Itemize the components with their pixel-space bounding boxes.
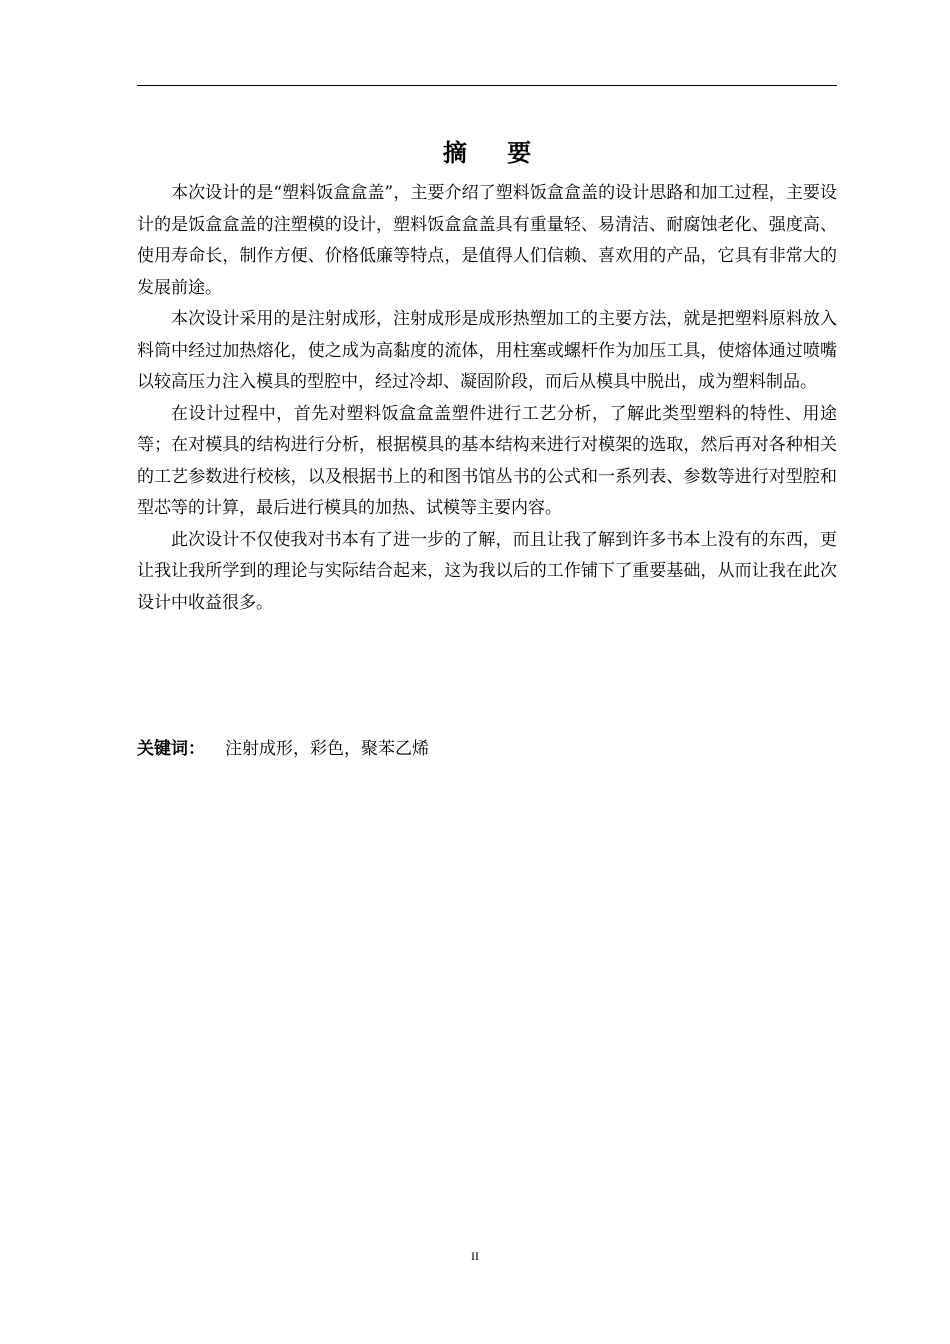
abstract-body <box>137 178 837 619</box>
page-number: II <box>471 1249 479 1263</box>
abstract-title: 摘 要 <box>442 139 548 167</box>
keywords-value: 注射成形，彩色，聚苯乙烯 <box>225 739 429 759</box>
keywords-label: 关键词： <box>137 739 205 759</box>
keywords-line <box>137 734 837 765</box>
abstract-paragraph-4: 此次设计不仅使我对书本有了进一步的了解，而且让我了解到许多书本上没有的东西，更让我让我所学到的理论与实际结合起来，这为我以后的工作铺下了重要基础，从而让我在此次设计中收益很多。 <box>137 529 837 613</box>
abstract-paragraph-1: 本次设计的是“塑料饭盒盒盖”，主要介绍了塑料饭盒盒盖的设计思路和加工过程，主要设计的是饭盒盒盖的注塑模的设计，塑料饭盒盒盖具有重量轻、易清洁、耐腐蚀老化、强度高、使用寿命长，制作方便、价格低廉等特点，是值得人们信赖、喜欢用的产品，它具有非常大的发展前途。 <box>137 183 837 298</box>
abstract-paragraph-3: 在设计过程中，首先对塑料饭盒盒盖塑件进行工艺分析，了解此类型塑料的特性、用途等；在对模具的结构进行分析，根据模具的基本结构来进行对模架的选取，然后再对各种相关的工艺参数进行校核，以及根据书上的和图书馆丛书的公式和一系列表、参数等进行对型腔和型芯等的计算，最后进行模具的加热、试模等主要内容。 <box>137 403 837 518</box>
abstract-paragraph-2: 本次设计采用的是注射成形，注射成形是成形热塑加工的主要方法，就是把塑料原料放入料筒中经过加热熔化，使之成为高黏度的流体，用柱塞或螺杆作为加压工具，使熔体通过喷嘴以较高压力注入模具的型腔中，经过冷却、凝固阶段，而后从模具中脱出，成为塑料制品。 <box>137 309 837 392</box>
header-rule <box>137 85 837 86</box>
